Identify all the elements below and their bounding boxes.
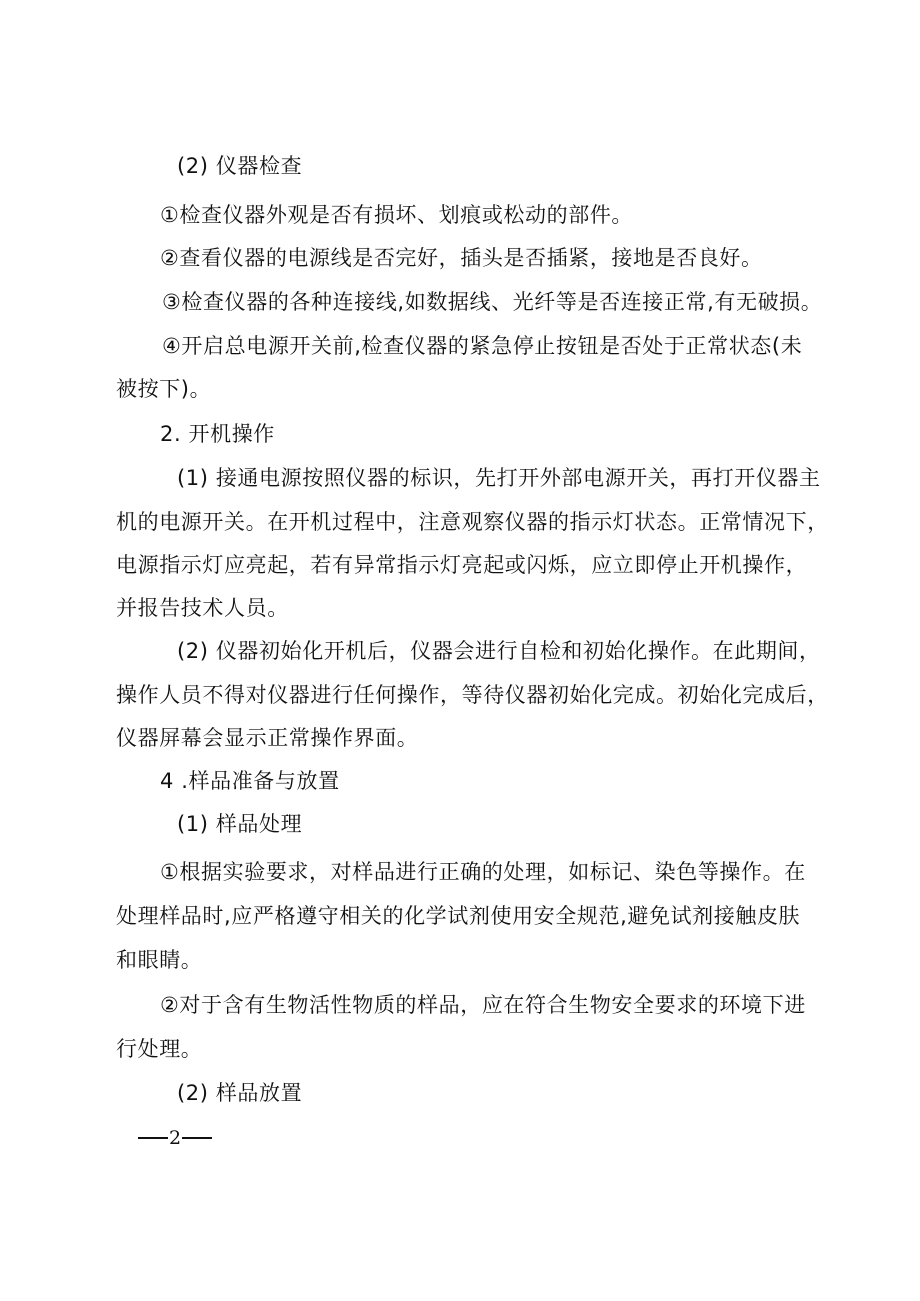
footer-dash-left [138,1137,168,1139]
paragraph-line: 并报告技术人员。 [116,596,289,620]
subheading-sample-placement: (2) 样品放置 [177,1081,303,1105]
section-heading-sample-prep: 4 .样品准备与放置 [160,769,340,793]
paragraph-line: 处理样品时,应严格遵守相关的化学试剂使用安全规范,避免试剂接触皮肤 [116,904,801,928]
paragraph-line: 仪器屏幕会显示正常操作界面。 [116,726,419,750]
paragraph-line: (1) 接通电源按照仪器的标识，先打开外部电源开关，再打开仪器主 [177,466,821,490]
paragraph-line: ②查看仪器的电源线是否完好，插头是否插紧，接地是否良好。 [160,246,763,270]
page-footer [138,1126,212,1150]
paragraph-line: ②对于含有生物活性物质的样品，应在符合生物安全要求的环境下进 [160,993,806,1017]
paragraph-line: ①根据实验要求，对样品进行正确的处理，如标记、染色等操作。在 [160,860,806,884]
paragraph-line: 被按下)。 [116,377,212,401]
subheading-instrument-check: (2) 仪器检查 [177,154,303,178]
paragraph-line: ③检查仪器的各种连接线,如数据线、光纤等是否连接正常,有无破损。 [162,290,823,314]
subheading-sample-processing: (1) 样品处理 [177,812,303,836]
page-number: 2 [169,1127,182,1149]
paragraph-line: (2) 仪器初始化开机后，仪器会进行自检和初始化操作。在此期间， [177,639,821,663]
paragraph-line: ①检查仪器外观是否有损坏、划痕或松动的部件。 [160,203,634,227]
paragraph-line: ④开启总电源开关前,检查仪器的紧急停止按钮是否处于正常状态(未 [162,334,803,358]
paragraph-line: 操作人员不得对仪器进行任何操作，等待仪器初始化完成。初始化完成后， [116,683,829,707]
footer-dash-right [182,1137,212,1139]
section-heading-startup: 2. 开机操作 [160,422,275,446]
paragraph-line: 电源指示灯应亮起，若有异常指示灯亮起或闪烁，应立即停止开机操作， [116,553,808,577]
paragraph-line: 行处理。 [116,1037,203,1061]
paragraph-line: 和眼睛。 [116,948,203,972]
paragraph-line: 机的电源开关。在开机过程中，注意观察仪器的指示灯状态。正常情况下， [116,510,829,534]
